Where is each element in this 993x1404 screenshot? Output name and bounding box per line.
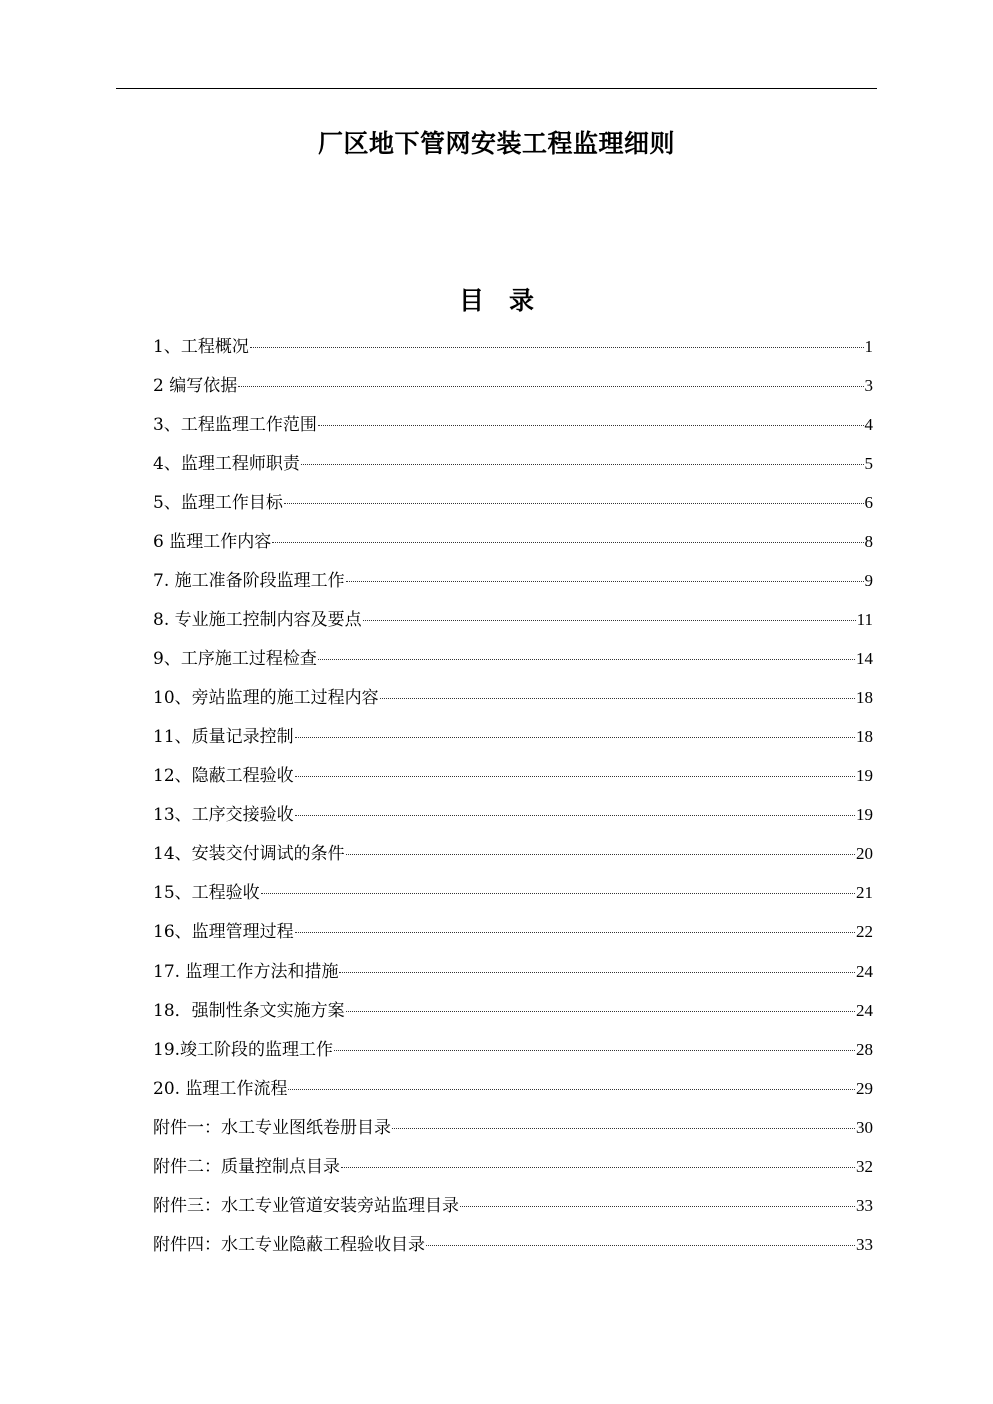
toc-entry[interactable]: [153, 722, 873, 761]
toc-entry[interactable]: [153, 957, 873, 996]
toc-entry-page: 24: [856, 961, 873, 981]
toc-entry[interactable]: [153, 1074, 873, 1113]
toc-entry-label: 附件三：水工专业管道安装旁站监理目录: [153, 1195, 459, 1216]
toc-entry-label: 10、旁站监理的施工过程内容: [153, 688, 379, 709]
toc-entry-page: 33: [856, 1195, 873, 1215]
toc-entry-label: 4、监理工程师职责: [153, 454, 300, 475]
toc-dot-leader: [346, 581, 864, 582]
toc-dot-leader: [339, 972, 855, 973]
toc-entry-label: 2 编写依据: [153, 376, 238, 397]
toc-entry-page: 33: [856, 1234, 873, 1254]
toc-entry-page: 28: [856, 1039, 873, 1059]
toc-entry[interactable]: [153, 1113, 873, 1152]
toc-entry[interactable]: [153, 1230, 873, 1269]
toc-dot-leader: [284, 503, 864, 504]
toc-entry-page: 6: [864, 493, 873, 513]
toc-dot-leader: [318, 659, 855, 660]
toc-entry-page: 14: [856, 649, 873, 669]
toc-entry-label: 18．强制性条文实施方案: [153, 1000, 345, 1021]
toc-entry-label: 附件四：水工专业隐蔽工程验收目录: [153, 1234, 425, 1255]
toc-dot-leader: [363, 620, 856, 621]
toc-entry-label: 11、质量记录控制: [153, 727, 294, 748]
toc-entry-page: 32: [856, 1156, 873, 1176]
toc-entry-page: 19: [856, 805, 873, 825]
toc-entry[interactable]: [153, 839, 873, 878]
toc-entry[interactable]: [153, 683, 873, 722]
toc-entry[interactable]: [153, 800, 873, 839]
toc-entry-page: 30: [856, 1117, 873, 1137]
toc-entry-page: 4: [864, 415, 873, 435]
toc-entry-label: 附件二：质量控制点目录: [153, 1156, 340, 1177]
toc-entry[interactable]: [153, 878, 873, 917]
toc-entry-page: 22: [856, 922, 873, 942]
toc-entry[interactable]: [153, 644, 873, 683]
toc-entry-label: 附件一：水工专业图纸卷册目录: [153, 1117, 391, 1138]
toc-dot-leader: [346, 854, 855, 855]
toc-dot-leader: [288, 1089, 855, 1090]
toc-entry-page: 9: [864, 571, 873, 591]
toc-entry-page: 20: [856, 844, 873, 864]
toc-entry-page: 18: [856, 727, 873, 747]
toc-entry-page: 8: [864, 532, 873, 552]
toc-entry-label: 19.竣工阶段的监理工作: [153, 1039, 334, 1060]
header-rule: [116, 88, 877, 89]
document-title: 厂区地下管网安装工程监理细则: [317, 129, 675, 158]
toc-dot-leader: [318, 425, 864, 426]
toc-entry-page: 5: [864, 454, 873, 474]
toc-entry[interactable]: [153, 996, 873, 1035]
toc-entry[interactable]: [153, 410, 873, 449]
toc-entry-label: 20. 监理工作流程: [153, 1078, 288, 1099]
toc-entry-label: 15、工程验收: [153, 883, 260, 904]
toc-entry-label: 7. 施工准备阶段监理工作: [153, 571, 345, 592]
table-of-contents: [153, 332, 873, 1269]
toc-entry[interactable]: [153, 761, 873, 800]
toc-entry-page: 24: [856, 1000, 873, 1020]
toc-dot-leader: [295, 737, 855, 738]
toc-dot-leader: [261, 893, 855, 894]
toc-entry-label: 9、工序施工过程检查: [153, 649, 317, 670]
toc-entry-label: 6 监理工作内容: [153, 532, 272, 553]
toc-dot-leader: [295, 815, 855, 816]
toc-entry-label: 16、监理管理过程: [153, 922, 294, 943]
toc-dot-leader: [460, 1206, 855, 1207]
toc-entry-label: 1、工程概况: [153, 337, 249, 357]
toc-entry-label: 8. 专业施工控制内容及要点: [153, 610, 362, 631]
toc-entry-label: 17. 监理工作方法和措施: [153, 961, 339, 982]
toc-dot-leader: [334, 1050, 855, 1051]
toc-entry-label: 12、隐蔽工程验收: [153, 766, 294, 787]
toc-entry[interactable]: [153, 917, 873, 956]
toc-entry-page: 11: [856, 610, 873, 630]
toc-entry[interactable]: [153, 1191, 873, 1230]
toc-entry-page: 18: [856, 688, 873, 708]
toc-entry[interactable]: [153, 332, 873, 371]
toc-entry[interactable]: [153, 1152, 873, 1191]
toc-dot-leader: [301, 464, 864, 465]
toc-entry-page: 19: [856, 766, 873, 786]
toc-dot-leader: [380, 698, 855, 699]
toc-dot-leader: [341, 1167, 855, 1168]
toc-entry-label: 13、工序交接验收: [153, 805, 294, 826]
toc-dot-leader: [272, 542, 863, 543]
toc-entry-label: 14、安装交付调试的条件: [153, 844, 345, 865]
toc-dot-leader: [250, 347, 864, 348]
toc-entry-page: 21: [856, 883, 873, 903]
toc-entry[interactable]: [153, 566, 873, 605]
toc-dot-leader: [295, 776, 855, 777]
toc-dot-leader: [426, 1245, 855, 1246]
toc-entry-page: 29: [856, 1078, 873, 1098]
toc-dot-leader: [392, 1128, 855, 1129]
toc-entry[interactable]: [153, 1035, 873, 1074]
toc-heading: 目 录: [458, 286, 534, 315]
toc-dot-leader: [295, 932, 855, 933]
toc-entry-page: 3: [864, 376, 873, 396]
toc-entry-label: 5、监理工作目标: [153, 493, 283, 514]
toc-entry[interactable]: [153, 371, 873, 410]
toc-entry[interactable]: [153, 488, 873, 527]
toc-entry[interactable]: [153, 449, 873, 488]
toc-dot-leader: [346, 1011, 855, 1012]
toc-dot-leader: [238, 386, 863, 387]
toc-entry[interactable]: [153, 605, 873, 644]
toc-entry-page: 1: [864, 337, 873, 356]
toc-entry[interactable]: [153, 527, 873, 566]
toc-entry-label: 3、工程监理工作范围: [153, 415, 317, 436]
